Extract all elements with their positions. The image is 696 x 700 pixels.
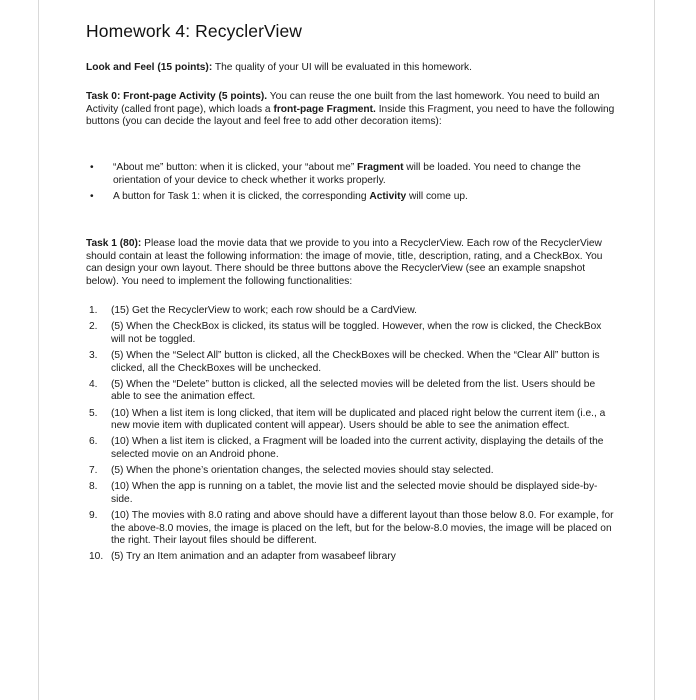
list-text: (10) When a list item is long clicked, that item will be duplicated and placed right below the current item (i.e., a new movie item with duplicated content will appear). Users should be able to see the animation effect. <box>111 407 606 432</box>
bullet-text: will come up. <box>406 191 468 203</box>
list-text: (10) When the app is running on a tablet, the movie list and the selected movie should be displayed side-by-side. <box>111 481 598 505</box>
task1-paragraph <box>86 238 616 288</box>
task1-heading: Task 1 (80): <box>86 238 142 249</box>
task0-bullet-list <box>86 162 616 208</box>
list-item <box>86 510 616 548</box>
list-text: (5) When the CheckBox is clicked, its status will be toggled. However, when the row is clicked, the CheckBox will not be toggled. <box>111 321 602 345</box>
page-title: Homework 4: RecyclerView <box>86 21 303 41</box>
list-number: 9. <box>89 510 98 522</box>
list-item <box>86 465 616 478</box>
bullet-bold: Fragment <box>357 162 404 173</box>
bullet-dot: • <box>90 191 94 203</box>
list-item <box>86 350 616 375</box>
list-text: (15) Get the RecyclerView to work; each row should be a CardView. <box>111 305 417 316</box>
list-number: 4. <box>89 378 98 390</box>
list-number: 8. <box>89 481 98 493</box>
list-number: 5. <box>89 407 98 419</box>
bullet-text: “About me” button: when it is clicked, your “about me” <box>113 162 358 173</box>
list-text: (5) When the phone’s orientation changes, the selected movies should stay selected. <box>111 465 494 477</box>
task0-text-2: Inside this Fragment, you need to have the following buttons (you can decide the layout and feel free to add other decoration items): <box>86 103 615 128</box>
task0-fragment-term: front-page Fragment. <box>273 103 376 115</box>
list-number: 7. <box>89 465 98 477</box>
list-number: 6. <box>89 436 98 448</box>
task1-text: Please load the movie data that we provide to you into a RecyclerView. Each row of the RecyclerView should contain at least the following information: the image of movie, title, description, rating, and a CheckBox. You can design your own layout. There should be three buttons above the RecyclerView (see an example snapshot below). You need to implement the following functionalities: <box>86 238 603 287</box>
look-and-feel-text: The quality of your UI will be evaluated in this homework. <box>212 62 472 73</box>
list-text: (10) When a list item is clicked, a Fragment will be loaded into the current activity, displaying the details of the selected movie on an Android phone. <box>111 436 604 460</box>
list-item <box>86 379 616 404</box>
list-item <box>86 321 616 346</box>
list-item <box>86 551 616 564</box>
list-item <box>86 408 616 433</box>
list-text: (10) The movies with 8.0 rating and above should have a different layout than those below 8.0. For example, for the above-8.0 movies, the image is placed on the left, but for the below-8.0 movies, the image will be placed on the right. Their layout files should be different. <box>111 510 614 547</box>
list-text: (5) When the “Delete” button is clicked, all the selected movies will be deleted from the list. Users should be able to see the animation effect. <box>111 378 596 403</box>
look-and-feel-heading: Look and Feel (15 points): <box>86 62 213 73</box>
look-and-feel-paragraph <box>86 62 616 75</box>
task0-heading: Task 0: Front-page Activity (5 points). <box>86 91 268 102</box>
task0-paragraph <box>86 91 616 129</box>
document <box>86 20 616 563</box>
list-number: 2. <box>89 321 98 333</box>
list-item <box>86 436 616 461</box>
list-item <box>86 305 616 318</box>
bullet-text: will be loaded. You need to change the orientation of your device to check whether it works properly. <box>113 162 581 186</box>
list-number: 3. <box>89 349 98 361</box>
bullet-item <box>86 162 616 187</box>
list-number: 10. <box>89 551 104 563</box>
task0-text: You can reuse the one built from the last homework. You need to build an Activity (called front page), which loads a <box>86 91 600 115</box>
bullet-bold: Activity <box>369 191 407 203</box>
bullet-dot: • <box>90 162 94 173</box>
list-text: (5) When the “Select All” button is clicked, all the CheckBoxes will be checked. When the “Clear All” button is clicked, all the CheckBoxes will be unchecked. <box>111 349 600 374</box>
task1-numbered-list <box>86 305 616 568</box>
bullet-text: A button for Task 1: when it is clicked, the corresponding <box>113 191 370 203</box>
list-text: (5) Try an Item animation and an adapter from wasabeef library <box>111 551 396 563</box>
bullet-item <box>86 191 616 204</box>
list-item <box>86 481 616 506</box>
list-number: 1. <box>89 305 98 316</box>
